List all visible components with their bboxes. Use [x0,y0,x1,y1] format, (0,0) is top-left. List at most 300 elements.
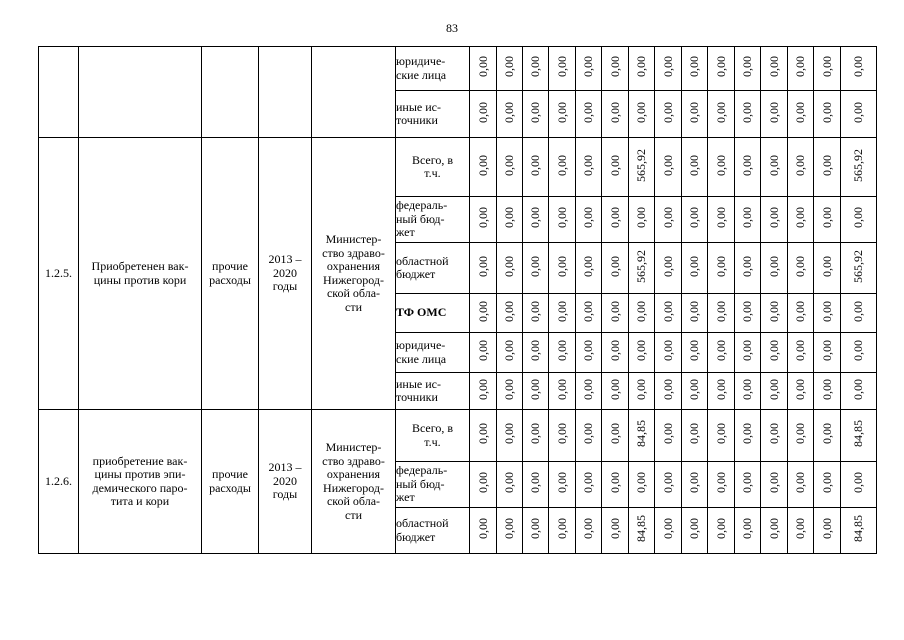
value-cell [523,91,549,138]
executor-cell: Министер- ство здраво- охранения Нижегород- ской обла- сти [312,410,396,554]
value-cell [576,138,602,197]
value-cell [735,243,761,294]
value-text: 0,00 [607,101,622,123]
value-cell [497,91,523,138]
value-text: 0,00 [660,101,675,123]
value-text: 0,00 [851,472,865,494]
value-cell [814,47,841,91]
value-cell [735,294,761,333]
value-text: 0,00 [660,518,675,540]
expense-type-cell: прочие расходы [202,410,259,554]
value-text: 0,00 [581,518,595,540]
value-text: 0,00 [766,255,781,277]
value-cell [814,333,841,373]
value-text: 0,00 [766,154,781,176]
value-text: 0,00 [581,300,595,322]
value-cell [549,91,576,138]
value-text: 0,00 [851,378,865,400]
value-cell [576,373,602,410]
value-cell [708,243,735,294]
value-text: 0,00 [660,154,675,176]
value-text: 0,00 [713,378,728,400]
funding-source-cell: иные ис- точники [396,373,470,410]
value-text: 0,00 [475,255,490,277]
value-text: 0,00 [475,340,490,362]
value-text: 0,00 [793,56,807,78]
value-cell [761,508,788,554]
value-text: 0,00 [475,518,490,540]
value-text: 0,00 [554,340,569,362]
table-row [39,410,877,462]
value-text: 0,00 [528,154,542,176]
value-cell [761,294,788,333]
value-text: 0,00 [528,340,542,362]
value-cell [788,138,814,197]
value-cell [841,294,877,333]
value-text: 0,00 [607,340,622,362]
value-cell [629,462,655,508]
value-cell [735,333,761,373]
value-text: 0,00 [607,378,622,400]
value-cell [708,508,735,554]
value-text: 0,00 [793,518,807,540]
value-text: 0,00 [528,101,542,123]
value-cell [814,294,841,333]
value-cell [655,47,682,91]
value-text: 0,00 [660,340,675,362]
value-text: 0,00 [766,472,781,494]
value-text: 565,92 [851,148,865,182]
value-text: 0,00 [634,56,648,78]
value-cell [629,138,655,197]
value-cell [576,333,602,373]
value-text: 0,00 [554,472,569,494]
funding-source-cell: федераль- ный бюд- жет [396,197,470,243]
value-text: 0,00 [634,300,648,322]
value-text: 0,00 [687,207,701,229]
value-cell [814,138,841,197]
value-cell [841,508,877,554]
value-text: 0,00 [713,101,728,123]
value-cell [814,462,841,508]
value-text: 0,00 [819,472,834,494]
executor-cell: Министер- ство здраво- охранения Нижегород- ской обла- сти [312,138,396,410]
value-text: 0,00 [660,423,675,445]
value-cell [549,294,576,333]
value-cell [682,197,708,243]
value-cell [655,333,682,373]
value-cell [841,243,877,294]
value-cell [602,91,629,138]
value-text: 0,00 [502,101,516,123]
value-text: 0,00 [687,378,701,400]
value-text: 0,00 [607,300,622,322]
value-cell [788,243,814,294]
value-cell [602,294,629,333]
value-text: 0,00 [607,56,622,78]
value-cell [655,197,682,243]
value-cell [629,294,655,333]
value-text: 0,00 [819,340,834,362]
value-text: 0,00 [528,472,542,494]
value-text: 0,00 [793,340,807,362]
value-text: 0,00 [713,423,728,445]
value-text: 0,00 [475,300,490,322]
value-text: 0,00 [502,472,516,494]
value-text: 0,00 [766,378,781,400]
value-cell [735,138,761,197]
value-text: 0,00 [766,300,781,322]
value-cell [761,243,788,294]
value-cell [788,197,814,243]
value-text: 0,00 [740,472,754,494]
value-cell [761,333,788,373]
value-text: 0,00 [740,101,754,123]
value-text: 0,00 [819,255,834,277]
value-cell [708,462,735,508]
value-cell [576,47,602,91]
value-text: 0,00 [554,56,569,78]
value-text: 0,00 [607,518,622,540]
value-text: 0,00 [819,56,834,78]
value-text: 0,00 [851,101,865,123]
value-text: 0,00 [819,207,834,229]
value-text: 0,00 [554,154,569,176]
value-cell [629,410,655,462]
value-text: 0,00 [687,300,701,322]
value-text: 0,00 [607,255,622,277]
value-text: 0,00 [502,300,516,322]
value-cell [735,462,761,508]
value-cell [761,410,788,462]
value-cell [682,373,708,410]
value-text: 0,00 [851,300,865,322]
table-row [39,47,877,91]
item-number-cell: 1.2.6. [39,410,79,554]
value-text: 0,00 [819,300,834,322]
value-cell [549,47,576,91]
value-text: 0,00 [581,340,595,362]
value-text: 0,00 [502,255,516,277]
value-cell [523,243,549,294]
value-text: 0,00 [687,423,701,445]
value-cell [602,47,629,91]
value-cell [576,508,602,554]
value-text: 0,00 [502,518,516,540]
value-text: 0,00 [740,207,754,229]
value-cell [602,462,629,508]
item-number-cell [39,47,79,138]
value-text: 0,00 [740,255,754,277]
item-number-cell: 1.2.5. [39,138,79,410]
funding-source-cell: федераль- ный бюд- жет [396,462,470,508]
expense-type-cell [202,47,259,138]
value-text: 0,00 [502,154,516,176]
value-text: 0,00 [634,340,648,362]
value-text: 0,00 [528,255,542,277]
value-cell [841,138,877,197]
period-cell: 2013 – 2020 годы [259,410,312,554]
item-name-cell: приобретение вак- цины против эпи- демического паро- тита и кори [79,410,202,554]
value-text: 0,00 [528,378,542,400]
value-cell [655,138,682,197]
value-text: 565,92 [634,249,648,283]
value-text: 0,00 [554,300,569,322]
value-text: 0,00 [851,56,865,78]
value-text: 0,00 [740,56,754,78]
value-cell [788,410,814,462]
value-text: 0,00 [502,340,516,362]
value-cell [655,294,682,333]
value-text: 0,00 [819,423,834,445]
value-text: 0,00 [554,101,569,123]
value-cell [761,91,788,138]
value-text: 0,00 [793,207,807,229]
value-cell [549,462,576,508]
value-cell [708,138,735,197]
funding-source-cell: ТФ ОМС [396,294,470,333]
value-cell [497,462,523,508]
value-text: 0,00 [713,154,728,176]
value-text: 0,00 [475,101,490,123]
value-text: 0,00 [528,300,542,322]
value-cell [682,47,708,91]
value-cell [470,508,497,554]
value-cell [470,47,497,91]
value-text: 0,00 [660,472,675,494]
value-text: 0,00 [819,378,834,400]
value-cell [629,47,655,91]
value-cell [549,410,576,462]
value-cell [708,47,735,91]
value-text: 0,00 [660,255,675,277]
value-cell [735,373,761,410]
value-cell [523,333,549,373]
value-text: 0,00 [687,340,701,362]
value-cell [735,91,761,138]
value-cell [841,91,877,138]
item-name-cell: Приобретенен вак- цины против кори [79,138,202,410]
value-text: 0,00 [687,154,701,176]
value-cell [788,508,814,554]
value-text: 0,00 [607,423,622,445]
value-text: 0,00 [740,378,754,400]
value-text: 0,00 [740,300,754,322]
value-text: 0,00 [634,378,648,400]
value-text: 565,92 [634,148,648,182]
value-text: 0,00 [475,154,490,176]
value-text: 0,00 [740,518,754,540]
funding-source-cell: иные ис- точники [396,91,470,138]
value-cell [629,243,655,294]
value-cell [470,410,497,462]
table-row [39,138,877,197]
value-text: 0,00 [581,101,595,123]
value-text: 0,00 [766,56,781,78]
value-text: 0,00 [819,154,834,176]
value-text: 0,00 [713,56,728,78]
value-cell [761,138,788,197]
value-cell [576,91,602,138]
value-cell [602,138,629,197]
value-text: 0,00 [581,472,595,494]
value-cell [682,138,708,197]
value-cell [682,294,708,333]
value-text: 0,00 [581,154,595,176]
value-cell [576,197,602,243]
value-cell [497,197,523,243]
value-text: 0,00 [607,207,622,229]
value-text: 0,00 [766,423,781,445]
item-name-cell [79,47,202,138]
value-text: 0,00 [793,255,807,277]
value-cell [735,508,761,554]
value-cell [549,373,576,410]
value-text: 0,00 [766,518,781,540]
value-text: 84,85 [851,515,865,543]
value-text: 0,00 [554,378,569,400]
value-text: 0,00 [607,472,622,494]
value-text: 0,00 [687,255,701,277]
value-cell [470,462,497,508]
value-cell [523,47,549,91]
value-text: 0,00 [819,101,834,123]
period-cell: 2013 – 2020 годы [259,138,312,410]
value-text: 0,00 [687,101,701,123]
value-cell [735,197,761,243]
value-cell [655,508,682,554]
value-text: 0,00 [502,56,516,78]
value-cell [497,508,523,554]
value-text: 0,00 [713,472,728,494]
value-text: 0,00 [687,472,701,494]
value-text: 0,00 [581,255,595,277]
value-cell [602,333,629,373]
value-cell [788,47,814,91]
value-text: 0,00 [740,340,754,362]
value-text: 0,00 [581,56,595,78]
value-text: 0,00 [554,207,569,229]
value-cell [788,462,814,508]
value-text: 0,00 [581,378,595,400]
value-text: 0,00 [793,378,807,400]
value-cell [523,294,549,333]
value-text: 0,00 [713,300,728,322]
value-cell [814,91,841,138]
value-cell [708,410,735,462]
value-cell [602,243,629,294]
value-cell [576,294,602,333]
value-text: 0,00 [793,423,807,445]
value-text: 84,85 [634,515,648,543]
value-cell [497,333,523,373]
funding-source-cell: Всего, в т.ч. [396,138,470,197]
value-cell [629,333,655,373]
page-number: 83 [446,21,458,35]
value-cell [629,197,655,243]
value-cell [841,333,877,373]
value-cell [814,243,841,294]
value-cell [814,410,841,462]
value-cell [682,462,708,508]
value-cell [841,462,877,508]
value-text: 0,00 [660,56,675,78]
value-cell [655,243,682,294]
value-text: 0,00 [740,154,754,176]
value-cell [470,197,497,243]
value-cell [497,410,523,462]
period-cell [259,47,312,138]
value-cell [523,462,549,508]
value-cell [523,508,549,554]
value-text: 0,00 [475,56,490,78]
value-cell [602,197,629,243]
value-text: 0,00 [634,207,648,229]
value-cell [523,197,549,243]
value-cell [788,373,814,410]
value-text: 0,00 [766,340,781,362]
value-cell [814,508,841,554]
value-text: 0,00 [554,255,569,277]
value-cell [761,462,788,508]
value-text: 0,00 [528,207,542,229]
executor-cell [312,47,396,138]
value-cell [470,333,497,373]
value-cell [549,243,576,294]
value-cell [788,294,814,333]
value-cell [497,47,523,91]
value-cell [761,197,788,243]
value-text: 0,00 [713,518,728,540]
value-cell [708,91,735,138]
value-cell [708,333,735,373]
value-text: 0,00 [687,56,701,78]
value-cell [602,373,629,410]
value-cell [549,508,576,554]
value-cell [708,373,735,410]
value-cell [549,333,576,373]
value-text: 0,00 [660,207,675,229]
value-cell [549,197,576,243]
value-text: 0,00 [819,518,834,540]
value-cell [814,373,841,410]
value-cell [497,243,523,294]
funding-source-cell: юридиче- ские лица [396,47,470,91]
value-text: 0,00 [713,255,728,277]
value-cell [788,91,814,138]
value-text: 0,00 [740,423,754,445]
funding-source-cell: областной бюджет [396,508,470,554]
value-text: 0,00 [475,207,490,229]
value-cell [655,462,682,508]
value-text: 0,00 [554,423,569,445]
value-cell [497,138,523,197]
value-text: 0,00 [528,423,542,445]
budget-table [38,46,877,554]
value-text: 0,00 [660,300,675,322]
value-cell [629,508,655,554]
value-text: 0,00 [793,154,807,176]
value-text: 0,00 [713,207,728,229]
value-cell [761,373,788,410]
value-cell [470,91,497,138]
value-cell [682,410,708,462]
value-text: 0,00 [475,472,490,494]
value-cell [841,373,877,410]
value-cell [602,410,629,462]
value-text: 0,00 [502,423,516,445]
value-cell [655,410,682,462]
